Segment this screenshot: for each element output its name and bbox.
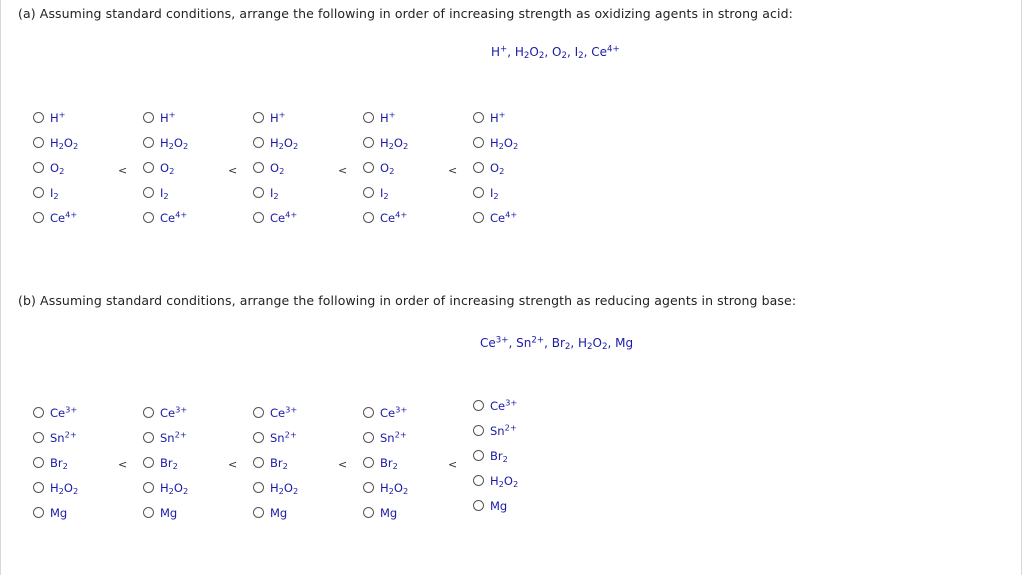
radio-button-icon[interactable]	[363, 112, 374, 123]
part_b-position-2-option[interactable]	[143, 475, 188, 500]
part_a-position-4-option[interactable]	[363, 130, 408, 155]
question-a-species-list: H+, $H_2O_2$, $O_2$, $I_2$, $Ce^{4+}$	[491, 44, 620, 62]
part_b-position-2-group	[143, 400, 188, 525]
part_b-position-1-option[interactable]	[33, 500, 78, 525]
radio-button-icon[interactable]	[33, 457, 44, 468]
option-label: $Ce^{4+}$	[490, 208, 518, 225]
option-label: $Sn^{2+}$	[380, 428, 407, 445]
part_b-position-5-group	[473, 393, 518, 518]
part_a-position-3-group	[253, 105, 298, 230]
radio-button-icon[interactable]	[253, 482, 264, 493]
part_b-position-3-group	[253, 400, 298, 525]
less-than-separator: <	[338, 164, 348, 177]
part_a-position-5-option[interactable]	[473, 130, 518, 155]
option-label: $H_2O_2$	[380, 480, 409, 496]
radio-button-icon[interactable]	[363, 137, 374, 148]
part_b-position-5-option[interactable]	[473, 443, 518, 468]
option-label: $Br_2$	[160, 455, 178, 471]
part_b-position-5-option[interactable]	[473, 418, 518, 443]
question-b-species-list: $Ce^{3+}$, $Sn^{2+}$, $Br_2$, $H_2O_2$, Mg	[480, 335, 634, 353]
part_b-position-3-option[interactable]	[253, 475, 298, 500]
part_b-position-1-group	[33, 400, 78, 525]
radio-button-icon[interactable]	[253, 162, 264, 173]
part_b-position-2-option[interactable]	[143, 425, 188, 450]
option-label: $Br_2$	[380, 455, 398, 471]
option-label: Mg	[270, 505, 288, 520]
option-label: $H_2O_2$	[380, 135, 409, 151]
part_b-position-4-option[interactable]	[363, 450, 408, 475]
radio-button-icon[interactable]	[473, 187, 484, 198]
part_b-position-1-option[interactable]	[33, 400, 78, 425]
radio-button-icon[interactable]	[143, 432, 154, 443]
radio-button-icon[interactable]	[33, 432, 44, 443]
part_b-position-2-option[interactable]	[143, 500, 188, 525]
part_a-position-4-group	[363, 105, 408, 230]
option-label: $Ce^{4+}$	[160, 208, 188, 225]
part_a-position-3-option[interactable]	[253, 130, 298, 155]
radio-button-icon[interactable]	[33, 112, 44, 123]
option-label: $H_2O_2$	[270, 135, 299, 151]
option-label: $O_2$	[490, 160, 505, 176]
option-label: $H_2O_2$	[490, 473, 519, 489]
option-label: $I_2$	[380, 185, 389, 201]
part_a-position-5-option[interactable]	[473, 180, 518, 205]
option-label: $H_2O_2$	[160, 480, 189, 496]
radio-button-icon[interactable]	[253, 187, 264, 198]
radio-button-icon[interactable]	[253, 407, 264, 418]
option-label: Mg	[380, 505, 398, 520]
less-than-separator: <	[448, 458, 458, 471]
part_b-position-2-option[interactable]	[143, 400, 188, 425]
part_a-position-3-option[interactable]	[253, 155, 298, 180]
radio-button-icon[interactable]	[473, 137, 484, 148]
radio-button-icon[interactable]	[143, 187, 154, 198]
part_a-position-5-option[interactable]	[473, 155, 518, 180]
less-than-separator: <	[228, 458, 238, 471]
less-than-separator: <	[118, 164, 128, 177]
radio-button-icon[interactable]	[253, 432, 264, 443]
radio-button-icon[interactable]	[253, 507, 264, 518]
radio-button-icon[interactable]	[363, 482, 374, 493]
less-than-separator: <	[118, 458, 128, 471]
part_a-position-2-group	[143, 105, 188, 230]
radio-button-icon[interactable]	[473, 112, 484, 123]
radio-button-icon[interactable]	[253, 137, 264, 148]
radio-button-icon[interactable]	[473, 212, 484, 223]
part_b-position-4-option[interactable]	[363, 400, 408, 425]
radio-button-icon[interactable]	[363, 187, 374, 198]
radio-button-icon[interactable]	[473, 162, 484, 173]
radio-button-icon[interactable]	[363, 212, 374, 223]
option-label: H+	[270, 108, 286, 125]
part_b-position-3-option[interactable]	[253, 450, 298, 475]
option-label: $I_2$	[490, 185, 499, 201]
option-label: $I_2$	[160, 185, 169, 201]
radio-button-icon[interactable]	[473, 425, 484, 436]
radio-button-icon[interactable]	[473, 500, 484, 511]
option-label: H+	[160, 108, 176, 125]
option-label: H+	[490, 108, 506, 125]
radio-button-icon[interactable]	[363, 457, 374, 468]
option-label: $H_2O_2$	[490, 135, 519, 151]
radio-button-icon[interactable]	[143, 507, 154, 518]
part_a-position-2-option[interactable]	[143, 130, 188, 155]
part_b-position-2-option[interactable]	[143, 450, 188, 475]
radio-button-icon[interactable]	[143, 162, 154, 173]
part_b-position-4-option[interactable]	[363, 475, 408, 500]
part_b-position-3-option[interactable]	[253, 400, 298, 425]
radio-button-icon[interactable]	[33, 212, 44, 223]
part_b-position-3-option[interactable]	[253, 500, 298, 525]
radio-button-icon[interactable]	[143, 407, 154, 418]
option-label: $O_2$	[50, 160, 65, 176]
radio-button-icon[interactable]	[143, 137, 154, 148]
part_a-position-2-option[interactable]	[143, 180, 188, 205]
radio-button-icon[interactable]	[253, 212, 264, 223]
less-than-separator: <	[448, 164, 458, 177]
part_b-position-3-option[interactable]	[253, 425, 298, 450]
radio-button-icon[interactable]	[253, 457, 264, 468]
option-label: $H_2O_2$	[160, 135, 189, 151]
option-label: H+	[380, 108, 396, 125]
option-label: $I_2$	[270, 185, 279, 201]
radio-button-icon[interactable]	[363, 407, 374, 418]
radio-button-icon[interactable]	[33, 187, 44, 198]
part_a-position-5-option[interactable]	[473, 205, 518, 230]
part_a-position-4-option[interactable]	[363, 155, 408, 180]
part_a-position-1-option[interactable]	[33, 205, 78, 230]
radio-button-icon[interactable]	[33, 482, 44, 493]
option-label: $H_2O_2$	[270, 480, 299, 496]
option-label: $Sn^{2+}$	[270, 428, 297, 445]
part_a-position-2-option[interactable]	[143, 205, 188, 230]
option-label: Mg	[490, 498, 508, 513]
part_a-position-5-group	[473, 105, 518, 230]
option-label: H+	[50, 108, 66, 125]
radio-button-icon[interactable]	[473, 400, 484, 411]
radio-button-icon[interactable]	[143, 482, 154, 493]
part_b-position-4-group	[363, 400, 408, 525]
option-label: $Ce^{4+}$	[270, 208, 298, 225]
radio-button-icon[interactable]	[33, 162, 44, 173]
option-label: $Ce^{3+}$	[270, 403, 298, 420]
radio-button-icon[interactable]	[143, 457, 154, 468]
radio-button-icon[interactable]	[363, 162, 374, 173]
option-label: $O_2$	[160, 160, 175, 176]
option-label: $Br_2$	[50, 455, 68, 471]
part_a-position-2-option[interactable]	[143, 105, 188, 130]
radio-button-icon[interactable]	[33, 407, 44, 418]
option-label: $H_2O_2$	[50, 480, 79, 496]
option-label: $Ce^{3+}$	[160, 403, 188, 420]
radio-button-icon[interactable]	[473, 475, 484, 486]
option-label: Mg	[50, 505, 68, 520]
part_b-position-1-option[interactable]	[33, 450, 78, 475]
radio-button-icon[interactable]	[143, 112, 154, 123]
less-than-separator: <	[338, 458, 348, 471]
part_a-position-1-option[interactable]	[33, 105, 78, 130]
question-b-text: (b) Assuming standard conditions, arrange the following in order of increasing strength as reducing agents in strong base:	[18, 293, 797, 308]
part_a-position-5-option[interactable]	[473, 105, 518, 130]
part_b-position-1-option[interactable]	[33, 425, 78, 450]
part_a-position-4-option[interactable]	[363, 180, 408, 205]
question-a-text: (a) Assuming standard conditions, arrange the following in order of increasing strength as oxidizing agents in strong acid:	[18, 6, 793, 21]
option-label: $Ce^{3+}$	[380, 403, 408, 420]
part_b-position-5-option[interactable]	[473, 468, 518, 493]
option-label: $H_2O_2$	[50, 135, 79, 151]
radio-button-icon[interactable]	[473, 450, 484, 461]
part_a-position-4-option[interactable]	[363, 205, 408, 230]
radio-button-icon[interactable]	[143, 212, 154, 223]
part_b-position-1-option[interactable]	[33, 475, 78, 500]
radio-button-icon[interactable]	[33, 137, 44, 148]
radio-button-icon[interactable]	[253, 112, 264, 123]
part_a-position-1-option[interactable]	[33, 155, 78, 180]
part_b-position-4-option[interactable]	[363, 425, 408, 450]
option-label: $Sn^{2+}$	[490, 421, 517, 438]
radio-button-icon[interactable]	[363, 432, 374, 443]
option-label: $Sn^{2+}$	[160, 428, 187, 445]
option-label: $Br_2$	[490, 448, 508, 464]
less-than-separator: <	[228, 164, 238, 177]
option-label: $I_2$	[50, 185, 59, 201]
part_a-position-1-option[interactable]	[33, 130, 78, 155]
option-label: $Ce^{3+}$	[50, 403, 78, 420]
radio-button-icon[interactable]	[363, 507, 374, 518]
part_a-position-2-option[interactable]	[143, 155, 188, 180]
part_a-position-3-option[interactable]	[253, 105, 298, 130]
option-label: $Br_2$	[270, 455, 288, 471]
option-label: $Ce^{4+}$	[50, 208, 78, 225]
option-label: $O_2$	[270, 160, 285, 176]
option-label: $Ce^{3+}$	[490, 396, 518, 413]
option-label: Mg	[160, 505, 178, 520]
part_a-position-1-group	[33, 105, 78, 230]
part_b-position-4-option[interactable]	[363, 500, 408, 525]
option-label: $Ce^{4+}$	[380, 208, 408, 225]
part_a-position-1-option[interactable]	[33, 180, 78, 205]
option-label: $Sn^{2+}$	[50, 428, 77, 445]
part_a-position-4-option[interactable]	[363, 105, 408, 130]
part_a-position-3-option[interactable]	[253, 205, 298, 230]
part_a-position-3-option[interactable]	[253, 180, 298, 205]
part_b-position-5-option[interactable]	[473, 493, 518, 518]
radio-button-icon[interactable]	[33, 507, 44, 518]
option-label: $O_2$	[380, 160, 395, 176]
part_b-position-5-option[interactable]	[473, 393, 518, 418]
